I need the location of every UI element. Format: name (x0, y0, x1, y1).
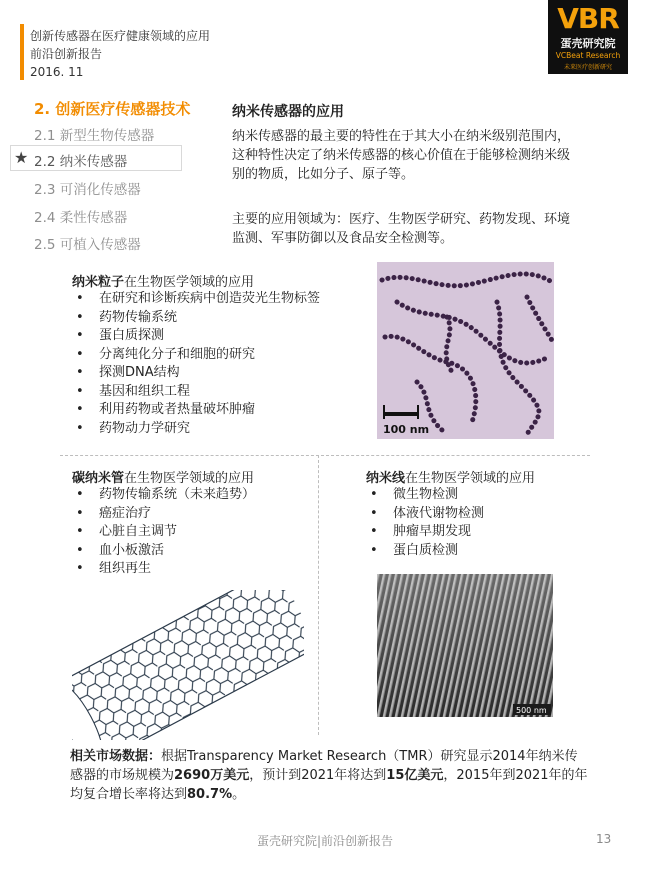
nanowire-micrograph (377, 574, 553, 717)
toc-item-2-5[interactable]: 2.5 可植入传感器 (34, 237, 141, 253)
list-item: • 蛋白质检测 (370, 542, 590, 561)
list-item: • 基因和组织工程 (76, 383, 376, 402)
scale-bar-label: 100 nm (383, 423, 430, 436)
scale-bar-label: 500 nm (516, 706, 547, 715)
report-date: 2016. 11 (30, 65, 84, 79)
section-divider-horizontal (60, 455, 590, 456)
list-item: • 肿瘤早期发现 (370, 523, 590, 542)
list-item: • 分离纯化分子和细胞的研究 (76, 346, 376, 365)
nanotube-heading (72, 467, 254, 486)
market-text-1: 根据Transparency Market Research（TMR）研究显示2014年纳米传感器的市场规模为 (70, 749, 578, 783)
list-item: • 在研究和诊断疾病中创造荧光生物标签 (76, 290, 376, 309)
report-title: 创新传感器在医疗健康领域的应用 (30, 29, 211, 43)
toc-item-2-3[interactable]: 2.3 可消化传感器 (34, 182, 141, 198)
list-item: • 利用药物或者热量破坏肿瘤 (76, 401, 376, 420)
star-icon: ★ (14, 148, 29, 167)
nanowire-heading-bold: 纳米线 (366, 471, 406, 486)
nanoparticle-chain-image (377, 262, 554, 439)
nanoparticle-heading (72, 271, 254, 290)
list-item: • 药物动力学研究 (76, 420, 376, 439)
list-item: • 体液代谢物检测 (370, 505, 590, 524)
section-divider-vertical (318, 455, 319, 735)
application-paragraph: 主要的应用领域为：医疗、生物医学研究、药物发现、环境监测、军事防御以及食品安全检测等。 (232, 212, 571, 246)
market-value-forecast: 15亿美元 (386, 768, 444, 783)
page-number: 13 (596, 832, 612, 846)
market-text-2: ，预计到2021年将达到 (249, 768, 387, 783)
nanowire-heading (366, 467, 535, 486)
list-item: • 组织再生 (76, 560, 316, 579)
logo-name-cn: 蛋壳研究院 (560, 37, 616, 50)
list-item: • 微生物检测 (370, 486, 590, 505)
toc-item-2-1[interactable]: 2.1 新型生物传感器 (34, 128, 155, 144)
logo-mark: VBR (557, 2, 619, 35)
nanotube-lattice-image (72, 590, 304, 740)
list-item: • 探测DNA结构 (76, 364, 376, 383)
logo-tagline: 未来医疗创新研究 (563, 64, 612, 71)
list-item: • 蛋白质探测 (76, 327, 376, 346)
toc-item-2-2[interactable]: 2.2 纳米传感器 (34, 154, 128, 170)
market-text-4: 。 (232, 787, 246, 802)
nanoparticle-list (76, 290, 376, 438)
market-label: 相关市场数据： (70, 749, 162, 764)
section-heading: 纳米传感器的应用 (232, 104, 344, 120)
nanowire-array-image (377, 574, 553, 717)
nanoparticle-micrograph (377, 262, 554, 439)
list-item: • 心脏自主调节 (76, 523, 316, 542)
nanoparticle-heading-bold: 纳米粒子 (72, 275, 125, 290)
toc-item-2-4[interactable]: 2.4 柔性传感器 (34, 210, 128, 226)
market-value-cagr: 80.7% (187, 787, 233, 802)
nanowire-heading-rest: 在生物医学领域的应用 (405, 471, 536, 486)
logo-name-en: VCBeat Research (555, 51, 621, 60)
nanowire-list (370, 486, 590, 560)
nanotube-heading-bold: 碳纳米管 (72, 471, 125, 486)
nanotube-list (76, 486, 316, 579)
market-text-3: ，2015年到2021年的年均复合增长率将达到 (70, 768, 588, 802)
market-data (70, 747, 590, 804)
carbon-nanotube-illustration (72, 590, 304, 740)
list-item: • 癌症治疗 (76, 505, 316, 524)
intro-paragraph: 纳米传感器的最主要的特性在于其大小在纳米级别范围内，这种特性决定了纳米传感器的核心价值在于能够检测纳米级别的物质，比如分子、原子等。 (232, 129, 571, 182)
vbr-logo (548, 0, 628, 74)
nanotube-heading-rest: 在生物医学领域的应用 (124, 471, 255, 486)
footer-text: 蛋壳研究院|前沿创新报告 (256, 834, 394, 848)
market-value-size: 2690万美元 (174, 768, 250, 783)
toc-title: 2. 创新医疗传感器技术 (34, 100, 191, 118)
header-accent-bar (20, 24, 24, 80)
report-subtitle: 前沿创新报告 (30, 47, 103, 61)
list-item: • 药物传输系统 (76, 309, 376, 328)
list-item: • 药物传输系统（未来趋势） (76, 486, 316, 505)
list-item: • 血小板激活 (76, 542, 316, 561)
nanoparticle-heading-rest: 在生物医学领域的应用 (124, 275, 255, 290)
